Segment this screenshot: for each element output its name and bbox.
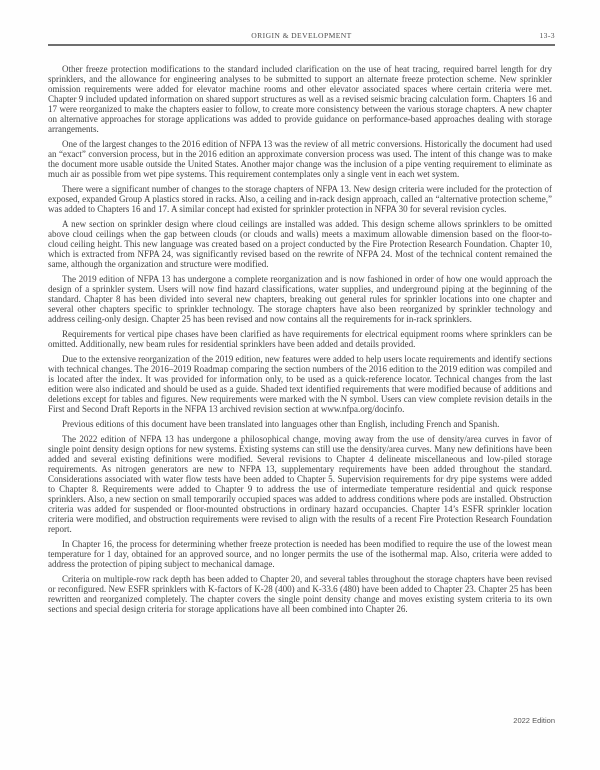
body-text-column (48, 64, 552, 619)
paragraph: One of the largest changes to the 2016 edition of NFPA 13 was the review of all metric conversions. Historically the document had used an “exact” conversion process, but in the 2016 edition an approximate conversion process was used. The intent of this change was to make the document more usable outside the United States. Another major change was the inclusion of a pipe venting requirement to eliminate as much air as possible from wet pipe systems. This requirement contemplates only a single vent in each wet system. (48, 139, 552, 179)
running-head (48, 31, 555, 43)
paragraph: The 2022 edition of NFPA 13 has undergone a philosophical change, moving away from the use of density/area curves in favor of single point density design options for new systems. Existing systems can still use the density/area curves. Many new definitions have been added and several existing definitions were modified. Several revisions to Chapter 4 delineate miscellaneous and low-piled storage requirements. As nitrogen generators are new to NFPA 13, supplementary requirements have been added throughout the standard. Considerations associated with water flow tests have been added to Chapter 5. Supervision requirements for dry pipe systems were added to Chapter 8. Requirements were added to Chapter 9 to address the use of intermediate temperature residential and quick response sprinklers. Also, a new section on small temporarily occupied spaces was added to address conditions where pods are installed. Obstruction criteria was added for suspended or floor-mounted obstructions in ordinary hazard occupancies. Chapter 14’s ESFR sprinkler location criteria were modified, and obstruction requirements were revised to align with the results of a recent Fire Protection Research Foundation report. (48, 434, 552, 534)
paragraph: Other freeze protection modifications to the standard included clarification on the use of heat tracing, required barrel length for dry sprinklers, and the allowance for engineering analyses to be submitted to support an alternate freeze protection scheme. New sprinkler omission requirements were added for elevator machine rooms and other elevator associated spaces where certain criteria were met. Chapter 9 included updated information on shared support structures as well as a revised seismic bracing calculation form. Chapters 16 and 17 were reorganized to make the chapters easier to follow, to create more consistency between the various storage chapters. A new chapter on alternative approaches for storage applications was added to provide guidance on performance-based approaches dealing with storage arrangements. (48, 64, 552, 134)
page-number: 13-3 (539, 31, 555, 40)
paragraph: Requirements for vertical pipe chases have been clarified as have requirements for electrical equipment rooms where sprinklers can be omitted. Additionally, new beam rules for residential sprinklers have been added and details provided. (48, 329, 552, 349)
edition-label: 2022 Edition (513, 716, 555, 725)
paragraph: The 2019 edition of NFPA 13 has undergone a complete reorganization and is now fashioned in order of how one would approach the design of a sprinkler system. Users will now find hazard classifications, water supplies, and underground piping at the beginning of the standard. Chapter 8 has been divided into several new chapters, breaking out general rules for sprinkler locations into one chapter and several other chapters specific to sprinkler technology. The storage chapters have also been reorganized by sprinkler technology and address ceiling-only design. Chapter 25 has been revised and now contains all the requirements for in-rack sprinklers. (48, 274, 552, 324)
paragraph: In Chapter 16, the process for determining whether freeze protection is needed has been modified to require the use of the lowest mean temperature for 1 day, obtained for an approved source, and no longer permits the use of the isothermal map. Also, criteria were added to address the protection of piping subject to mechanical damage. (48, 539, 552, 569)
running-head-title: ORIGIN & DEVELOPMENT (251, 31, 352, 40)
paragraph: Previous editions of this document have been translated into languages other than English, including French and Spanish. (62, 419, 500, 429)
header-rule-divider (48, 44, 555, 46)
paragraph: A new section on sprinkler design where cloud ceilings are installed was added. This design scheme allows sprinklers to be omitted above cloud ceilings when the gap between clouds (or clouds and walls) meets a maximum allowable dimension based on the floor-to-cloud ceiling height. This new language was created based on a project conducted by the Fire Protection Research Foundation. Chapter 10, which is extracted from NFPA 24, was significantly revised based on the rewrite of NFPA 24. Most of the technical content remained the same, although the organization and structure were modified. (48, 219, 552, 269)
paragraph: Criteria on multiple-row rack depth has been added to Chapter 20, and several tables throughout the storage chapters have been revised or reconfigured. New ESFR sprinklers with K-factors of K-28 (400) and K-33.6 (480) have been added to Chapter 23. Chapter 25 has been rewritten and reorganized completely. The chapter covers the single point density change and moves existing system criteria to its own sections and special design criteria for storage applications have all been combined into Chapter 26. (48, 574, 552, 614)
paragraph: There were a significant number of changes to the storage chapters of NFPA 13. New design criteria were included for the protection of exposed, expanded Group A plastics stored in racks. Also, a ceiling and in-rack design approach, called an “alternative protection scheme,” was added to Chapters 16 and 17. A similar concept had existed for sprinkler protection in NFPA 30 for several revision cycles. (48, 184, 552, 214)
paragraph: Due to the extensive reorganization of the 2019 edition, new features were added to help users locate requirements and identify sections with technical changes. The 2016–2019 Roadmap comparing the section numbers of the 2016 edition to the 2019 edition was compiled and is located after the index. It was provided for information only, to be used as a quick-reference locator. Technical changes from the last edition were also indicated and should be used as a guide. Shaded text identified requirements that were modified because of additions and deletions except for tables and figures. New requirements were marked with the N symbol. Users can view complete revision details in the First and Second Draft Reports in the NFPA 13 archived revision section at www.nfpa.org/docinfo. (48, 354, 552, 414)
